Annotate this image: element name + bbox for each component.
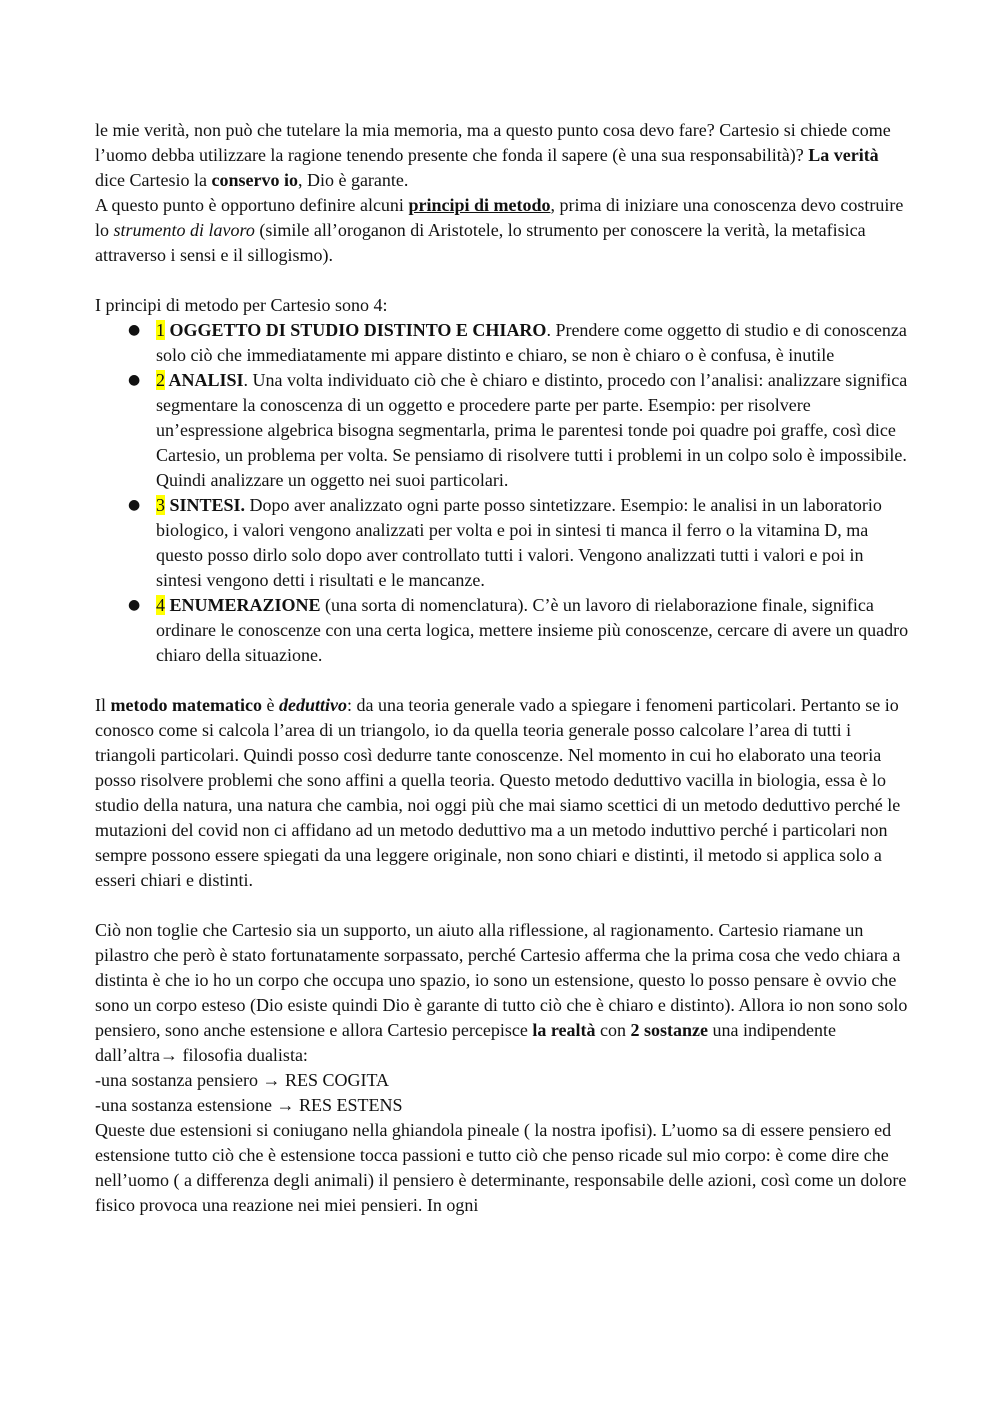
- intro-text: , prima di iniziare una conoscenza devo costruire lo: [95, 195, 904, 240]
- res-cogita-line: -una sostanza pensiero → RES COGITA: [95, 1070, 390, 1090]
- bold-2-sostanze: 2 sostanze: [630, 1020, 708, 1040]
- res-estens-line: -una sostanza estensione → RES ESTENS: [95, 1095, 403, 1115]
- bold-verita: La verità: [808, 145, 879, 165]
- paragraph-gap: [95, 668, 910, 693]
- highlighted-number: 2: [156, 370, 165, 390]
- item-text: . Prendere come oggetto di studio e di conoscenza solo ciò che immediatamente mi appare distinto e chiaro, se non è chiaro o è confusa, è inutile: [156, 320, 907, 365]
- intro-text: (simile all’oroganon di Aristotele, lo strumento per conoscere la verità, la metafisica attraverso i sensi e il sillogismo).: [95, 220, 866, 265]
- intro-text: dice Cartesio la: [95, 170, 212, 190]
- highlighted-number: 3: [156, 495, 165, 515]
- list-item: [95, 368, 910, 493]
- intro-text: A questo punto è opportuno definire alcuni: [95, 195, 409, 215]
- item-text: Dopo aver analizzato ogni parte posso sintetizzare. Esempio: le analisi in un laboratorio biologico, i valori vengono analizzati per volta e poi in sintesi ti manca il ferro o la vitamina D, ma questo posso dirlo solo dopo aver controllato tutti i valori. Vengono analizzati tutti i valori e poi in sintesi vengono detti i risultati e le mancanze.: [156, 495, 882, 590]
- methods-list: [95, 318, 910, 668]
- bold-conservo-io: conservo io: [211, 170, 298, 190]
- body-text: Ciò non toglie che Cartesio sia un supporto, un aiuto alla riflessione, al ragionamento. Cartesio riamane un pilastro che però è stato fortunatamente sorpassato, perché Cartesio afferma che la prima cosa che vedo chiara a distinta è che io ho un corpo che occupa uno spazio, io sono un estensione, questo lo posso pensare è ovvio che sono un corpo esteso (Dio esiste quindi Dio è garante di tutto ciò che è chiaro e distinto). Allora io non sono solo pensiero, sono anche estensione e allora Cartesio percepisce: [95, 920, 908, 1040]
- bullet-icon: ●: [128, 322, 141, 338]
- bold-metodo-matematico: metodo matematico: [110, 695, 262, 715]
- intro-text: , Dio è garante.: [297, 170, 409, 190]
- body-text: Il: [95, 695, 111, 715]
- body-text: con: [595, 1020, 631, 1040]
- body-text: una indipendente dall’altra→ filosofia dualista:: [95, 1020, 836, 1065]
- pineal-gland-paragraph: Queste due estensioni si coniugano nella ghiandola pineale ( la nostra ipofisi). L’uomo sa di essere pensiero ed estensione tutto ciò che è estensione tocca passioni e tutto ciò che penso ricade sul mio corpo: è come dire che nell’uomo ( a differenza degli animali) il pensiero è determinante, responsabile delle azioni, così come un dolore fisico provoca una reazione nei miei pensieri. In ogni: [95, 1120, 907, 1215]
- paragraph-gap: [95, 893, 910, 918]
- item-title: OGGETTO DI STUDIO DISTINTO E CHIARO: [165, 320, 547, 340]
- paragraph-gap: [95, 268, 910, 293]
- math-method-paragraph: [95, 693, 910, 893]
- document-page: [95, 118, 910, 1218]
- methods-heading: I principi di metodo per Cartesio sono 4:: [95, 295, 388, 315]
- list-item: [95, 318, 910, 368]
- item-title: ANALISI: [165, 370, 244, 390]
- item-title: ENUMERAZIONE: [165, 595, 321, 615]
- cartesio-paragraph: [95, 918, 910, 1068]
- bold-la-realta: la realtà: [532, 1020, 596, 1040]
- intro-paragraph: [95, 118, 910, 193]
- item-title: SINTESI.: [165, 495, 246, 515]
- list-item: [95, 593, 910, 668]
- highlighted-number: 1: [156, 320, 165, 340]
- highlighted-number: 4: [156, 595, 165, 615]
- italic-strumento-di-lavoro: strumento di lavoro: [113, 220, 255, 240]
- item-text: (una sorta di nomenclatura). C’è un lavoro di rielaborazione finale, significa ordinare le conoscenze con una certa logica, mettere insieme più conoscenze, cercare di avere un quadro chiaro della situazione.: [156, 595, 909, 665]
- body-text: è: [261, 695, 279, 715]
- bold-italic-deduttivo: deduttivo: [278, 695, 347, 715]
- item-text: . Una volta individuato ciò che è chiaro e distinto, procedo con l’analisi: analizzare significa segmentare la conoscenza di un oggetto e procedere parte per parte. Esempio: per risolvere un’espressione algebrica bisogna segmentarla, prima le parentesi tonde poi quadre poi graffe, così dice Cartesio, un problema per volta. Se pensiamo di risolvere tutti i problemi in un colpo solo è impossibile. Quindi analizzare un oggetto nei suoi particolari.: [156, 370, 908, 490]
- intro-text: le mie verità, non può che tutelare la mia memoria, ma a questo punto cosa devo fare? Cartesio si chiede come l’uomo debba utilizzare la ragione tenendo presente che fonda il sapere (è una sua responsabilità)?: [95, 120, 891, 165]
- bold-principi-di-metodo: principi di metodo: [408, 195, 551, 215]
- bullet-icon: ●: [128, 372, 141, 388]
- body-text: : da una teoria generale vado a spiegare i fenomeni particolari. Pertanto se io conosco come si calcola l’area di un triangolo, io da quella teoria generale posso calcolare l’area di tutti i triangoli particolari. Quindi posso così dedurre tante conoscenze. Nel momento in cui ho elaborato una teoria posso risolvere problemi che sono affini a quella teoria. Questo metodo deduttivo vacilla in biologia, essa è lo studio della natura, una natura che cambia, noi oggi più che mai siamo scettici di un metodo deduttivo perché le mutazioni del covid non ci affidano ad un metodo deduttivo ma a un metodo induttivo perché i particolari non sempre possono essere spiegati da una leggere originale, non sono chiari e distinti, il metodo si applica solo a esseri chiari e distinti.: [95, 695, 901, 890]
- bullet-icon: ●: [128, 497, 141, 513]
- method-intro-paragraph: [95, 193, 910, 268]
- bullet-icon: ●: [128, 597, 141, 613]
- list-item: [95, 493, 910, 593]
